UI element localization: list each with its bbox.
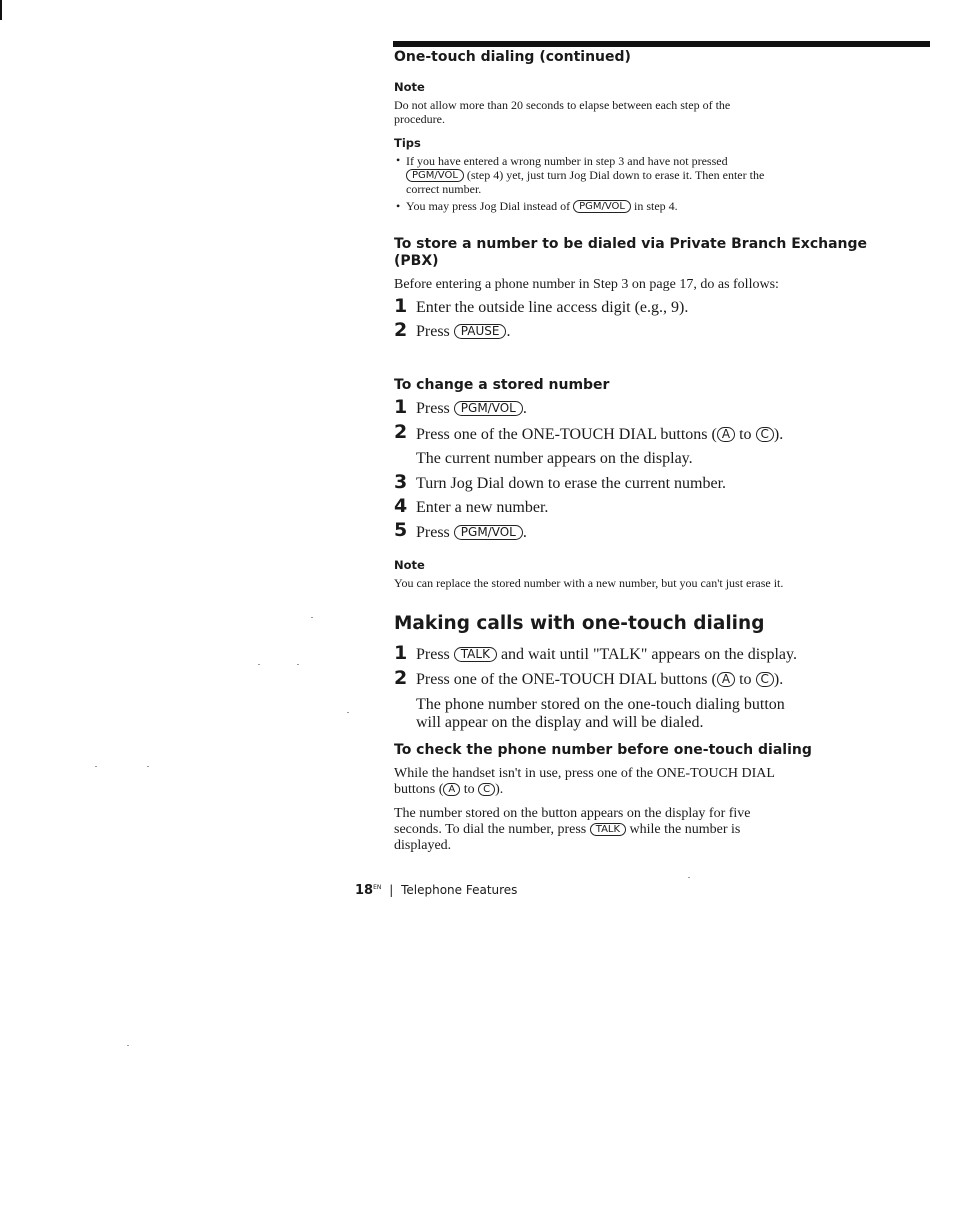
pgm-vol-key: PGM/VOL	[454, 525, 523, 540]
step-number: 1	[394, 295, 408, 317]
check-heading: To check the phone number before one-touch dialing	[394, 742, 812, 758]
calls-heading: Making calls with one-touch dialing	[394, 613, 765, 634]
note-text-line: Do not allow more than 20 seconds to elapse between each step of the	[394, 98, 731, 112]
step-number: 4	[394, 495, 408, 517]
step-text: Press PGM/VOL .	[416, 400, 527, 417]
page-footer	[355, 883, 517, 898]
step-text: Press one of the ONE-TOUCH DIAL buttons ( A to C ).	[416, 671, 784, 688]
bullet: •	[396, 153, 401, 167]
scan-speck	[347, 712, 349, 713]
note-heading: Note	[394, 80, 425, 94]
step-text: Press PGM/VOL .	[416, 524, 527, 541]
c-key: C	[756, 427, 774, 442]
pgm-vol-key: PGM/VOL	[573, 200, 631, 213]
scan-speck	[258, 664, 260, 665]
step-number: 3	[394, 471, 408, 493]
note-text-line: procedure.	[394, 112, 445, 126]
talk-key: TALK	[590, 823, 626, 836]
step-text: Turn Jog Dial down to erase the current number.	[416, 475, 727, 492]
step-number: 1	[394, 642, 408, 664]
a-key: A	[443, 783, 460, 796]
step-number: 2	[394, 667, 408, 689]
step-number: 2	[394, 319, 408, 341]
tip-text-line: correct number.	[406, 182, 482, 196]
tips-heading: Tips	[394, 136, 421, 150]
step-text: Enter a new number.	[416, 499, 549, 516]
pgm-vol-key: PGM/VOL	[454, 401, 523, 416]
bullet: •	[396, 199, 401, 213]
c-key: C	[756, 672, 774, 687]
tip-text-line: PGM/VOL (step 4) yet, just turn Jog Dial down to erase it. Then enter the	[406, 168, 764, 182]
check-text-line: buttons ( A to C ).	[394, 782, 504, 797]
page-number: 18	[355, 883, 374, 898]
scan-speck	[147, 766, 149, 767]
pbx-heading-cont: (PBX)	[394, 253, 439, 269]
tip-text-line: You may press Jog Dial instead of PGM/VOL in step 4.	[406, 199, 678, 213]
step-subtext: The phone number stored on the one-touch dialing button	[416, 696, 785, 713]
page-number-suffix: EN	[373, 884, 382, 891]
section-title: One-touch dialing (continued)	[394, 49, 631, 65]
step-subtext: will appear on the display and will be dialed.	[416, 714, 704, 731]
footer-section: Telephone Features	[401, 883, 518, 897]
page-edge-mark	[0, 0, 2, 20]
check-text-line: The number stored on the button appears on the display for five	[394, 806, 751, 821]
tip-text-line: If you have entered a wrong number in step 3 and have not pressed	[406, 154, 728, 168]
a-key: A	[717, 427, 735, 442]
note-heading: Note	[394, 558, 425, 572]
change-heading: To change a stored number	[394, 377, 610, 393]
pause-key: PAUSE	[454, 324, 507, 339]
step-number: 5	[394, 519, 408, 541]
check-text-line: displayed.	[394, 838, 452, 853]
check-text-line: While the handset isn't in use, press one of the ONE-TOUCH DIAL	[394, 766, 775, 781]
step-text: Enter the outside line access digit (e.g., 9).	[416, 299, 689, 316]
step-number: 2	[394, 421, 408, 443]
pgm-vol-key: PGM/VOL	[406, 169, 464, 182]
scan-speck	[95, 766, 97, 767]
scan-speck	[297, 664, 299, 665]
scan-speck	[311, 617, 313, 618]
step-text: Press PAUSE .	[416, 323, 511, 340]
step-text: Press one of the ONE-TOUCH DIAL buttons ( A to C ).	[416, 426, 784, 443]
step-text: Press TALK and wait until "TALK" appears on the display.	[416, 646, 797, 663]
check-text-line: seconds. To dial the number, press TALK while the number is	[394, 822, 741, 837]
footer-separator: |	[389, 883, 394, 897]
header-rule	[393, 41, 930, 47]
pbx-intro: Before entering a phone number in Step 3 on page 17, do as follows:	[394, 277, 779, 292]
a-key: A	[717, 672, 735, 687]
note-text: You can replace the stored number with a new number, but you can't just erase it.	[394, 576, 784, 590]
c-key: C	[478, 783, 495, 796]
talk-key: TALK	[454, 647, 497, 662]
pbx-heading: To store a number to be dialed via Private Branch Exchange	[394, 236, 868, 252]
step-number: 1	[394, 396, 408, 418]
scan-speck	[127, 1045, 129, 1046]
scan-speck	[688, 877, 690, 878]
step-subtext: The current number appears on the display.	[416, 450, 693, 467]
